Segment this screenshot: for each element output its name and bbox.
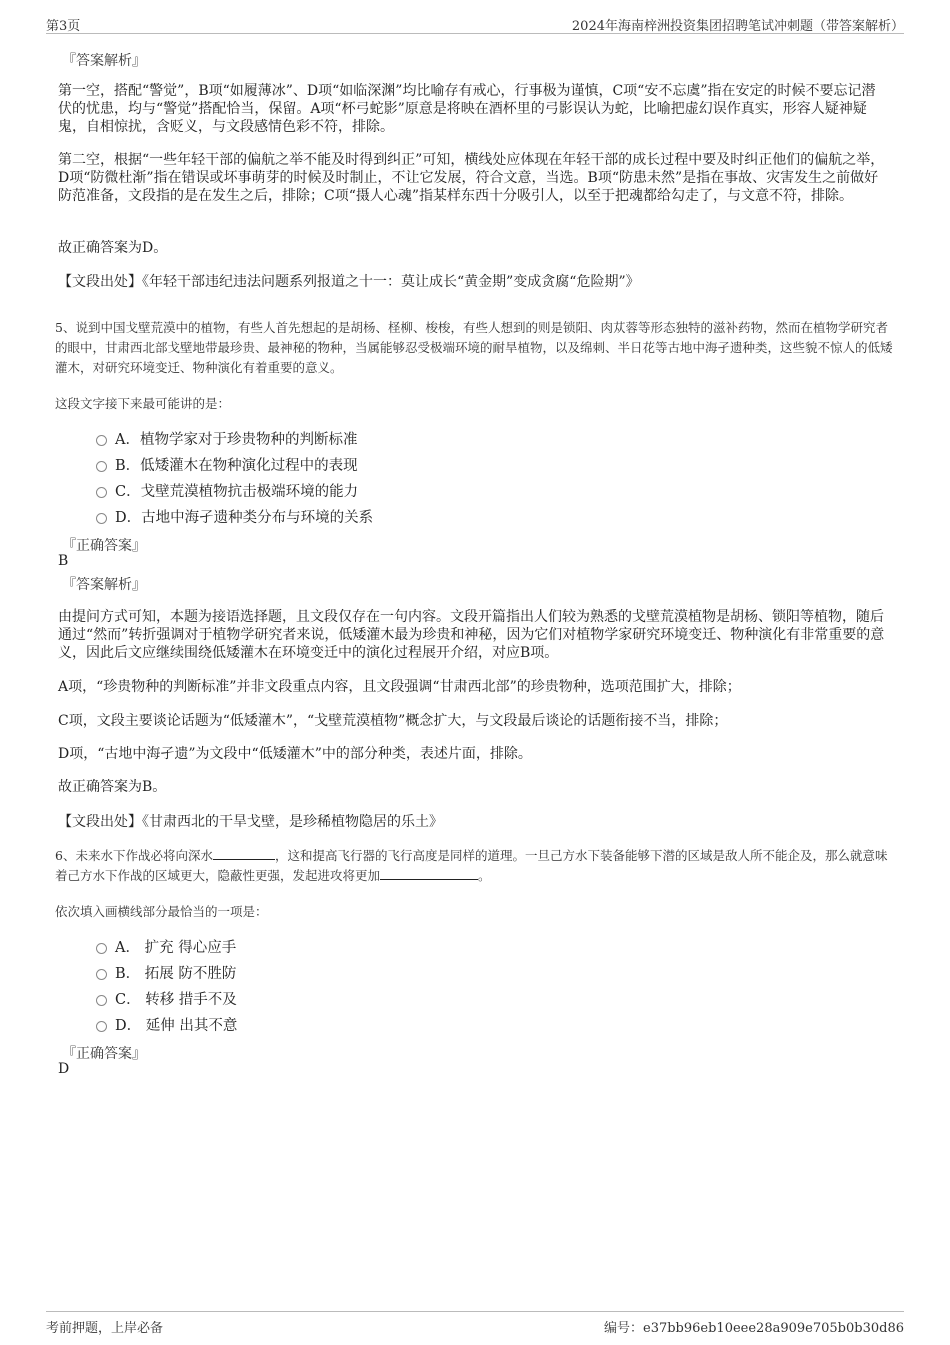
- radio-button[interactable]: [96, 969, 107, 980]
- document-id: 编号：e37bb96eb10eee28a909e705b0b30d86: [604, 1321, 904, 1336]
- radio-button[interactable]: [96, 435, 107, 446]
- analysis-paragraph: 第一空，搭配“警觉”，B项“如履薄冰”、D项“如临深渊”均比喻存有戒心，行事极为谨慎，C项“安不忘虞”指在安定的时候不要忘记潜伏的忧患，均与“警觉”搭配恰当，保留。A项“杯弓蛇影”原意是将映在酒杯里的弓影误认为蛇，比喻把虚幻误作真实，形容人疑神疑鬼，自相惊扰，含贬义，与文段感情色彩不符，排除。: [58, 83, 876, 135]
- footer-slogan: 考前押题，上岸必备: [46, 1321, 164, 1336]
- radio-button[interactable]: [96, 461, 107, 472]
- option-c[interactable]: [96, 480, 358, 501]
- option-a[interactable]: [96, 936, 236, 957]
- option-d[interactable]: [96, 1014, 237, 1035]
- analysis-label: 『答案解析』: [62, 577, 146, 593]
- option-label: C． 转移 措手不及: [115, 992, 237, 1008]
- correct-answer-label: 『正确答案』: [62, 1046, 146, 1062]
- page-header: [46, 13, 904, 34]
- question-stem: 6、未来水下作战必将向深水 ，这和提高飞行器的飞行高度是同样的道理。一旦己方水下装备能够下潜的区域是敌人所不能企及，那么就意味着己方水下作战的区域更大，隐蔽性更强，发起进攻将更加 。: [55, 848, 888, 883]
- question-stem: 5、说到中国戈壁荒漠中的植物，有些人首先想起的是胡杨、柽柳、梭梭，有些人想到的则是锁阳、肉苁蓉等形态独特的滋补药物，然而在植物学研究者的眼中，甘肃西北部戈壁地带最珍贵、最神秘的物种，当属能够忍受极端环境的耐旱植物，以及绵刺、半日花等古地中海孑遗种类，这些貌不惊人的低矮灌木，对研究环境变迁、物种演化有着重要的意义。: [55, 320, 893, 375]
- option-label: B．低矮灌木在物种演化过程中的表现: [115, 458, 358, 474]
- option-label: A． 扩充 得心应手: [115, 940, 237, 956]
- correct-answer: B: [58, 553, 69, 569]
- option-b[interactable]: [96, 454, 358, 475]
- analysis-label: 『答案解析』: [62, 53, 146, 69]
- source-citation: 【文段出处】《年轻干部违纪违法问题系列报道之十一：莫让成长“黄金期”变成贪腐“危险期”》: [58, 274, 640, 290]
- question-prompt: 依次填入画横线部分最恰当的一项是：: [55, 904, 268, 919]
- option-label: B． 拓展 防不胜防: [115, 966, 237, 982]
- radio-button[interactable]: [96, 513, 107, 524]
- analysis-conclusion: 故正确答案为B。: [58, 779, 167, 795]
- option-label: D．古地中海孑遗种类分布与环境的关系: [115, 510, 374, 526]
- analysis-paragraph: A项，“珍贵物种的判断标准”并非文段重点内容，且文段强调“甘肃西北部”的珍贵物种，选项范围扩大，排除；: [58, 679, 741, 695]
- option-label: C．戈壁荒漠植物抗击极端环境的能力: [115, 484, 359, 500]
- page-number: 第3页: [46, 19, 81, 34]
- analysis-paragraph: C项，文段主要谈论话题为“低矮灌木”，“戈壁荒漠植物”概念扩大，与文段最后谈论的话题衔接不当，排除；: [58, 713, 728, 729]
- analysis-paragraph: 第二空，根据“一些年轻干部的偏航之举不能及时得到纠正”可知，横线处应体现在年轻干部的成长过程中要及时纠正他们的偏航之举，D项“防微杜渐”指在错误或坏事萌芽的时候及时制止，不让它发展，符合文意，当选。B项“防患未然”是指在事故、灾害发生之前做好防范准备，文段指的是在发生之后，排除；C项“摄人心魂”指某样东西十分吸引人，以至于把魂都给勾走了，与文意不符，排除。: [58, 152, 885, 204]
- radio-button[interactable]: [96, 1021, 107, 1032]
- document-title: 2024年海南梓洲投资集团招聘笔试冲刺题（带答案解析）: [571, 19, 904, 34]
- option-a[interactable]: [96, 428, 357, 449]
- option-b[interactable]: [96, 962, 236, 983]
- analysis-paragraph: 由提问方式可知，本题为接语选择题，且文段仅存在一句内容。文段开篇指出人们较为熟悉的戈壁荒漠植物是胡杨、锁阳等植物，随后通过“然而”转折强调对于植物学研究者来说，低矮灌木最为珍贵和神秘，因为它们对植物学家研究环境变迁、物种演化有非常重要的意义，因此后文应继续围绕低矮灌木在环境变迁中的演化过程展开介绍，对应B项。: [58, 609, 885, 661]
- analysis-conclusion: 故正确答案为D。: [58, 240, 168, 256]
- source-citation: 【文段出处】《甘肃西北的干旱戈壁，是珍稀植物隐居的乐土》: [58, 814, 443, 830]
- option-label: D． 延伸 出其不意: [115, 1018, 238, 1034]
- option-c[interactable]: [96, 988, 237, 1009]
- correct-answer-label: 『正确答案』: [62, 538, 146, 554]
- radio-button[interactable]: [96, 995, 107, 1006]
- option-d[interactable]: [96, 506, 373, 527]
- radio-button[interactable]: [96, 487, 107, 498]
- fill-blank-2[interactable]: [380, 867, 478, 880]
- page-footer: [46, 1311, 904, 1336]
- analysis-paragraph: D项，“古地中海孑遗”为文段中“低矮灌木”中的部分种类，表述片面，排除。: [58, 746, 532, 762]
- option-label: A．植物学家对于珍贵物种的判断标准: [115, 432, 358, 448]
- radio-button[interactable]: [96, 943, 107, 954]
- correct-answer: D: [58, 1061, 70, 1077]
- question-prompt: 这段文字接下来最可能讲的是：: [55, 396, 231, 411]
- fill-blank-1[interactable]: [213, 847, 275, 860]
